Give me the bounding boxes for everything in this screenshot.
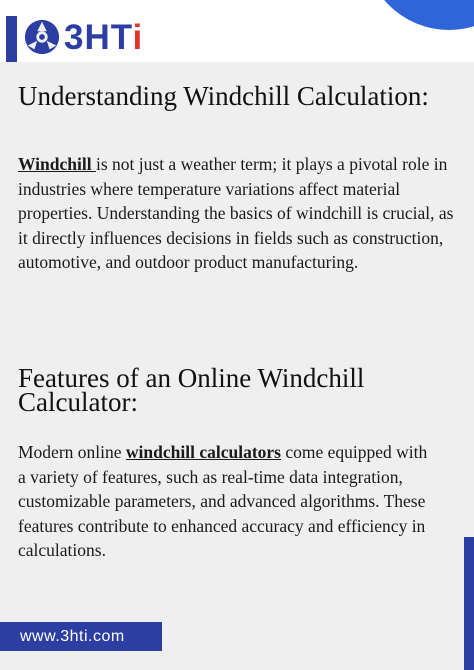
section-heading-features: Features of an Online Windchill Calculator:	[18, 363, 365, 417]
windchill-calculators-link[interactable]: windchill calculators	[125, 442, 281, 462]
section-paragraph-understanding	[18, 152, 464, 275]
section1-body-text: is not just a weather term; it plays a pivotal role in industries where temperature variations affect material properties. Understanding the basics of windchill is crucial, as it directly influences decisions in fields such as construction, automotive, and outdoor product manufacturing.	[18, 154, 454, 272]
section2-text-after: come equipped with a variety of features, such as real-time data integration, customizable parameters, and advanced algorithms. These features contribute to enhanced accuracy and efficiency in calculations.	[18, 442, 428, 560]
logo-emblem-icon	[23, 18, 61, 56]
brand-logo[interactable]	[23, 17, 143, 57]
logo-wordmark-accent: i	[132, 17, 144, 57]
right-accent-bar	[464, 537, 474, 670]
section-heading-understanding: Understanding Windchill Calculation:	[18, 81, 429, 111]
footer-website-link[interactable]: www.3hti.com	[0, 622, 162, 651]
logo-wordmark-main: 3HT	[64, 17, 133, 57]
header-accent-bar	[6, 16, 17, 62]
logo-wordmark	[64, 17, 144, 57]
windchill-link[interactable]: Windchill	[18, 154, 96, 174]
section2-text-before: Modern online	[18, 442, 126, 462]
section-paragraph-features	[18, 440, 438, 563]
